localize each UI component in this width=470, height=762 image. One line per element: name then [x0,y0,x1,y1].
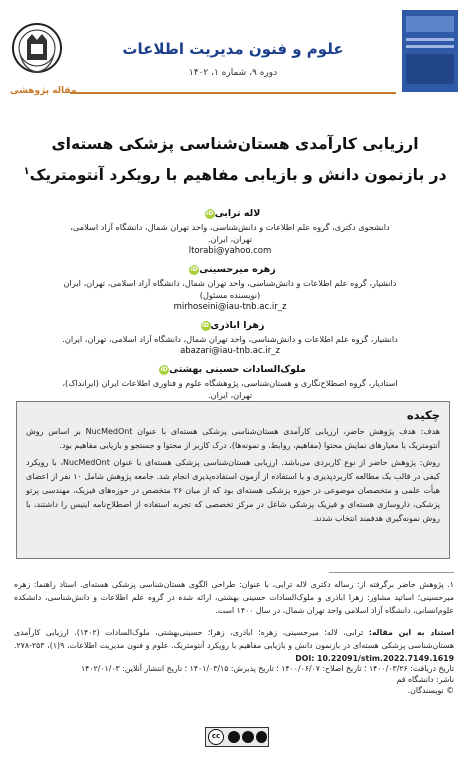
orcid-icon[interactable]: iD [160,365,168,373]
orcid-icon[interactable]: iD [206,209,214,217]
footnote-publisher: ناشر: دانشگاه قم [396,675,454,684]
citation-text: ترابی، لاله؛ میرحسینی، زهره؛ اباذری، زهرا؛ حسینی‌بهشتی، ملوک‌السادات (۱۴۰۲). ارزیابی کارآمدی هستان‌شناسی پزشکی هسته‌ای در بازنمون دانش و بازیابی مفاهیم با رویکرد آنتومتریک. علوم و فنون مدیریت اطلاعات، ۹(۱)، ۲۵۳-۲۷۸. [14,628,454,650]
article-title [16,130,454,189]
orcid-icon[interactable]: iD [201,321,210,329]
title-line-1: ارزیابی کارآمدی هستان‌شناسی پزشکی هسته‌ای [51,135,419,153]
author-affiliation: دانشیار، گروه علم اطلاعات و دانش‌شناسی، واحد تهران شمال، دانشگاه آزاد اسلامی، تهران، ایران [63,278,397,288]
doi-link[interactable]: DOI: 10.22091/stim.2022.7149.1619 [295,654,454,663]
footnote-separator [329,572,454,573]
article-type: مقاله پژوهشی [10,86,77,96]
journal-cover-icon [402,10,458,92]
author-email[interactable]: ltorabi@yahoo.com [188,246,272,256]
issue-info: دوره ۹، شماره ۱، ۱۴۰۲ [188,68,278,78]
creative-commons-by-nc-nd-icon[interactable] [205,727,269,747]
abstract-goal: هدف: هدف پژوهش حاضر، ارزیابی کارآمدی هستان‌شناسی پزشکی هسته‌ای با عنوان NucMedOnt بر اساس روش آنتومتریک با معیارهای نمایش محتوا (مفاهیم، روابط، و نمونه‌ها)، درک کاربر از محتوا و جستجو و بازیابی مفاهیم بود. [26,427,440,450]
footnote-thesis: ۱. پژوهش حاضر برگرفته از: رساله دکتری لاله ترابی، با عنوان: طراحی الگوی هستان‌شناسی پزشکی هسته‌ای. استاد راهنما: زهره میرحسینی؛ اساتید مشاور: زهرا اباذری و ملوک‌السادات حسینی بهشتی، ارائه شده در گروه علم اطلاعات و دانش‌شناسی، دانشکده علوم‌انسانی، دانشگاه آزاد اسلامی واحد تهران شمال، در سال ۱۴۰۰ است. [14,580,454,615]
author-name: زهرا اباذری [210,320,265,331]
author-block [40,318,420,357]
author-list [40,206,420,418]
abstract-method: روش: پژوهش حاضر از نوع کاربردی می‌باشد. ارزیابی هستان‌شناسی پزشکی هسته‌ای با عنوان NucMedOnt، با رویکرد کیفی در قالب یک مطالعه کاربردپذیری و با استفاده از آزمون استفاده‌پذیری انجام شد. جامعه پژوهش شامل ۱۰ نفر از اعضای هیأت علمی و متخصصان موضوعی در حوزه پزشکی هسته‌ای بود که از میان ۲۶ متخصص در حوزه‌های فیزیک، مهندسی پرتو پزشکی، داروسازی هسته‌ای و فیزیک پزشکی شاغل در مرکز تخصصی که تجربه استفاده از اصطلاح‌نامه اینیس را داشتند، با روش نمونه‌گیری هدفمند انتخاب شدند. [26,458,440,523]
university-emblem-icon [10,10,65,92]
journal-header [10,10,458,92]
author-affiliation: دانشیار، گروه علم اطلاعات و دانش‌شناسی، واحد تهران شمال، دانشگاه آزاد اسلامی، تهران، ایران. [62,334,398,344]
footnote-dates: تاریخ دریافت: ۱۴۰۰/۰۳/۲۶ ؛ تاریخ اصلاح: ۱۴۰۰/۰۶/۰۷ ؛ تاریخ پذیرش: ۱۴۰۱/۰۳/۱۵ ؛ تاریخ انتشار آنلاین: ۱۴۰۲/۰۱/۰۳ [80,664,454,673]
title-footnote-marker: ۱ [23,166,30,177]
abstract-box [16,401,450,559]
author-affiliation: تهران، ایران. [207,390,253,400]
abstract-heading: چکیده [406,408,440,422]
author-name: ملوک‌السادات حسینی بهشتی [169,364,306,375]
cc-by-icon [228,731,240,743]
author-name: لاله ترابی [214,208,261,219]
author-affiliation: دانشجوی دکتری، گروه علم اطلاعات و دانش‌شناسی، واحد تهران شمال، دانشگاه آزاد اسلامی، [70,222,390,232]
author-email[interactable]: abazari@iau-tnb.ac.ir_z [180,346,280,356]
author-block [40,262,420,313]
cc-nc-icon [242,731,254,743]
citation-label: استناد به این مقاله: [368,628,454,637]
author-affiliation: استادیار، گروه اصطلاح‌نگاری و هستان‌شناسی، پژوهشگاه علوم و فناوری اطلاعات ایران (ایرانداک)، [62,378,398,388]
footnote-citation [14,626,454,665]
author-email[interactable]: mirhoseini@iau-tnb.ac.ir_z [173,302,287,312]
author-name: زهره میرحسینی [199,264,276,275]
author-affiliation: (نویسنده مسئول) [199,290,261,300]
header-text-band [70,10,396,92]
cc-logo: cc [208,729,224,745]
author-affiliation: تهران، ایران. [207,234,253,244]
cc-nd-icon [256,731,267,743]
orcid-icon[interactable]: iD [190,265,198,273]
footnote-rights: © نویسندگان. [407,686,454,695]
title-line-2: در بازنمون دانش و بازیابی مفاهیم با رویکرد آنتومتریک$^۱$ [23,166,447,185]
journal-title: علوم و فنون مدیریت اطلاعات [122,40,344,58]
author-block [40,206,420,257]
